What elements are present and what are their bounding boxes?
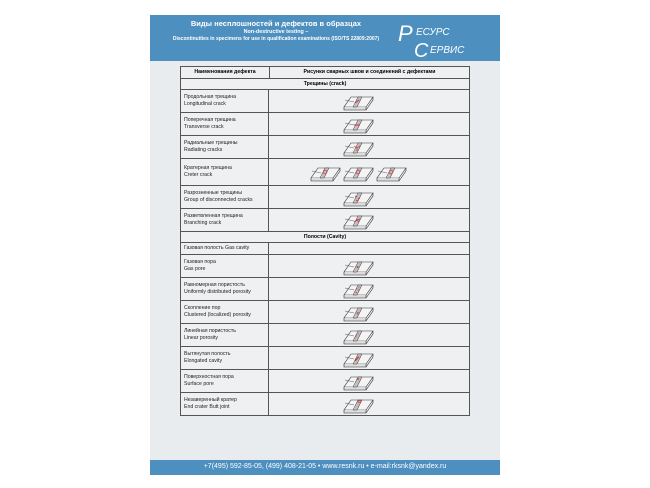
document-standard: Discontinuities in specimens for use in qualification examinations (ISO/TS 22809:2007) [172,36,380,42]
defect-drawing-cell [269,136,469,158]
company-logo [396,19,496,59]
weld-joint-drawing [342,188,376,207]
table-row [181,113,469,136]
defect-drawing-cell [269,301,469,323]
defect-name-en: Creter crack [184,172,213,178]
defect-drawing-cell [269,255,469,277]
defect-name-cell [181,209,269,231]
defect-name-ru: Незаверенный кратер [184,397,237,403]
defect-drawing-cell [269,347,469,369]
defect-name-ru: Линейная пористость [184,328,236,334]
defect-name-ru: Разрозненные трещины [184,190,243,196]
defect-name-cell [181,393,269,415]
footer-banner [150,460,500,475]
defect-drawing-cell [269,186,469,208]
logo-word-servis: ЕРВИС [430,45,465,56]
table-row [181,255,469,278]
defect-name-ru: Разветвленная трещина [184,213,243,219]
logo-letter-s: С [414,40,429,59]
defect-drawing-cell [269,209,469,231]
defects-table [180,66,470,416]
weld-joint-drawing [375,163,409,182]
defect-name-en: Branching crack [184,220,222,226]
header-banner [150,15,500,61]
defect-name-cell [181,186,269,208]
logo-word-resurs: ЕСУРС [416,27,450,38]
defect-name-cell [181,159,269,185]
defect-name-en: Clustered (localized) porosity [184,312,251,318]
weld-joint-drawing [342,395,376,414]
section-title: Трещины (crack) [181,79,469,90]
defect-name-ru: Скопление пор [184,305,221,311]
defect-name-cell [181,243,269,254]
table-row [181,278,469,301]
table-row [181,136,469,159]
col-header-name: Наименования дефекта [181,67,270,78]
defect-drawing-cell [269,370,469,392]
section-title: Полости (Cavity) [181,232,469,243]
weld-joint-drawing [342,115,376,134]
defect-drawing-cell [269,393,469,415]
defect-name-ru: Вытянутая полость [184,351,231,357]
defect-name-cell [181,278,269,300]
defect-name-cell [181,255,269,277]
weld-joint-drawing [342,372,376,391]
defect-name-ru: Газовая полость Gas cavity [184,245,250,251]
document-subtitle-en: Non-destructive testing – [243,29,309,35]
defect-name-en: Group of disconnected cracks [184,197,253,203]
defect-name-cell [181,370,269,392]
weld-joint-drawing [342,163,376,182]
defect-name-en: End crater Butt joint [184,404,230,410]
weld-joint-drawing [342,303,376,322]
defect-name-en: Uniformly distributed porosity [184,289,251,295]
table-row [181,393,469,415]
table-header [181,67,469,79]
table-row [181,90,469,113]
table-row [181,324,469,347]
weld-joint-drawing [342,349,376,368]
table-row [181,370,469,393]
defect-drawing-cell [269,159,469,185]
defect-name-en: Transverse crack [184,124,224,130]
defect-name-cell [181,324,269,346]
defect-name-ru: Газовая пора [184,259,216,265]
weld-joint-drawing [342,92,376,111]
defect-name-cell [181,301,269,323]
logo-letter-r: Р [398,21,413,46]
weld-joint-drawing [342,211,376,230]
defect-name-ru: Равномерная пористость [184,282,245,288]
defect-name-ru: Кратерная трещина [184,165,232,171]
header-text [156,19,396,43]
defect-name-en: Longitudinal crack [184,101,226,107]
defect-name-ru: Продольная трещина [184,94,236,100]
defect-name-en: Radiating cracks [184,147,223,153]
weld-joint-drawing [309,163,343,182]
defect-drawing-cell [269,278,469,300]
document-title: Виды несплошностей и дефектов в образцах [190,19,362,28]
defect-name-cell [181,347,269,369]
weld-joint-drawing [342,257,376,276]
defect-drawing-cell [269,113,469,135]
defect-name-ru: Поперечная трещина [184,117,236,123]
defect-drawing-cell [269,324,469,346]
table-row [181,186,469,209]
defect-name-en: Surface pore [184,381,214,387]
defect-name-en: Gas pore [184,266,206,272]
col-header-drawings: Рисунки сварных швов и соединений с дефектами [303,69,436,75]
weld-joint-drawing [342,326,376,345]
defect-name-ru: Радиальные трещины [184,140,238,146]
table-row [181,243,469,255]
table-row [181,347,469,370]
document-sheet [150,15,500,475]
defect-name-cell [181,90,269,112]
defect-name-en: Linear porosity [184,335,219,341]
table-row [181,301,469,324]
weld-joint-drawing [342,138,376,157]
defect-name-en: Elongated cavity [184,358,223,364]
weld-joint-drawing [342,280,376,299]
table-row [181,159,469,186]
footer-contacts: +7(495) 592-85-05, (499) 408-21-05 • www.resnk.ru • e-mail:rksnk@yandex.ru [203,463,447,470]
defect-drawing-cell [269,90,469,112]
defect-name-ru: Поверхностная пора [184,374,234,380]
defect-name-cell [181,136,269,158]
table-row [181,209,469,232]
defect-name-cell [181,113,269,135]
defect-drawing-cell [269,243,469,254]
